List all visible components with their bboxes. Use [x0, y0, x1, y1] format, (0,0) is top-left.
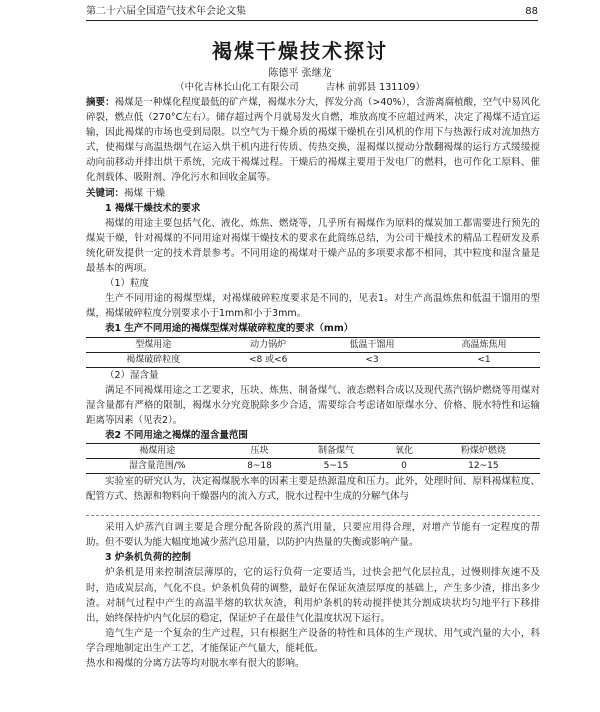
table-2: [86, 443, 540, 474]
particle-size-paragraph: 生产不同用途的褐煤型煤，对褐煤破碎粒度要求是不同的，见表1。对生产高温炼焦和低温干馏用的型煤，褐煤破碎粒度分别要求小于1mm和小于3mm。: [86, 293, 540, 320]
page-number: 88: [525, 6, 538, 17]
affiliation-org: （中化吉林长山化工有限公司: [175, 82, 299, 93]
table-cell: <1: [428, 352, 540, 367]
moisture-paragraph: 满足不同褐煤用途之工艺要求，压块、炼焦、制备煤气、液态燃料合成以及现代蒸汽锅炉燃烧等用煤对湿含量都有严格的限制，褐煤水分究竟脱除多少合适，需要综合考虑诸如原煤水分、价格、脱水特性和运输距离等因素（见表2）。: [86, 384, 540, 426]
table-header-cell: 低温干馏用: [316, 337, 428, 352]
subsection-particle-size: （1）粒度: [105, 278, 150, 290]
table-cell: 湿含量范围/%: [86, 458, 228, 473]
grate-paragraph: 炉条机是用来控制渣层薄厚的，它的运行负荷一定要适当，过快会把气化层拉乱，过慢则排灰速不及时，造成炭层高，气化不良。炉条机负荷的调整，最好在保证灰渣层厚度的基础上，产生多少渣，排出多少渣。对制气过程中产生的高温半熔的软状灰渣，利用炉条机的转动搅拌使其分割成块状均匀地平行下移排出，始终保持炉内气化层的稳定，保证炉子在最佳气化温度状况下运行。: [86, 567, 540, 624]
paper-title: 褐煤干燥技术探讨: [212, 39, 388, 63]
table-header-row: [86, 443, 540, 458]
page-divider: [86, 507, 540, 516]
section-3-heading: 3 炉条机负荷的控制: [105, 552, 191, 564]
table-cell: <3: [316, 352, 428, 367]
affiliation-place: 吉林 前郭县 131109）: [325, 82, 425, 93]
table-1-caption: 表1 生产不同用途的褐煤型煤对煤破碎粒度的要求（mm）: [105, 323, 354, 335]
table-header-row: [86, 337, 540, 352]
authors: 陈德平 张继龙: [268, 68, 332, 79]
table-cell: 0: [381, 458, 426, 473]
table-header-cell: 褐煤用途: [86, 443, 228, 458]
subsection-moisture: （2）湿含量: [105, 369, 159, 381]
table-cell: 5~15: [291, 458, 382, 473]
table-header-cell: 压块: [228, 443, 290, 458]
table-header-cell: 高温炼焦用: [428, 337, 540, 352]
table-cell: 12~15: [427, 458, 540, 473]
keywords: [86, 186, 540, 201]
affiliation: [0, 79, 600, 93]
table-cell: <8 或<6: [220, 352, 316, 367]
table-cell: 褐煤破碎粒度: [86, 352, 220, 367]
table-header-cell: 氧化: [381, 443, 426, 458]
dehydration-paragraph: 实验室的研究认为，决定褐煤脱水率的因素主要是热源温度和压力。此外，处理时间、原料褐煤粒度、配管方式、热源和物料向干燥器内的流入方式，脱水过程中生成的分解气体与: [86, 475, 540, 503]
table-header-cell: 粉煤炉燃烧: [427, 443, 540, 458]
abstract-label: 摘要：: [86, 97, 115, 108]
table-cell: 8~18: [228, 458, 290, 473]
section-1-paragraph: 褐煤的用途主要包括气化、液化、炼焦、燃烧等，几乎所有褐煤作为原料的煤炭加工都需要进行预先的煤炭干燥，针对褐煤的不同用途对褐煤干燥技术的要求在此简练总结，为公司干燥技术的精品工程研发及系统化研发提供一定的技术背景参考。不同用途的褐煤对干燥产品的多项要求都不相同，其中粒度和湿含量是最基本的两项。: [86, 217, 540, 275]
keywords-text: 褐煤 干燥: [124, 187, 166, 199]
table-2-caption: 表2 不同用途之褐煤的湿含量范围: [105, 429, 248, 441]
paper-body: [86, 95, 540, 671]
table-header-cell: 制备煤气: [291, 443, 382, 458]
running-header: [86, 4, 538, 21]
conference-name: 第二十六届全国造气技术年会论文集: [86, 6, 246, 17]
table-row: [86, 458, 540, 473]
abstract-text: 褐煤是一种煤化程度最低的矿产煤，褐煤水分大，挥发分高（>40%），含游离腐植酸，空气中易风化碎裂，燃点低（270°C左右）。储存超过两个月就易发火自燃，堆放高度不应超过两米，决定了褐煤不适宜运输，因此褐煤的市场也受到局限。以空气为干燥介质的褐煤干燥机在引风机的作用下与热源行成对流加热方式，使褐煤与高温热烟气在运入烘干机内进行传质、传热交换，湿褐煤以搅动分散翻褐煤的运行方式缓缓搅动向前移动并排出烘干系统，完成干褐煤过程。干燥后的褐煤主要用于发电厂的燃料，也可作化工原料、催化剂载体、吸附剂、净化污水和回收金属等。: [86, 97, 540, 184]
abstract: [86, 95, 540, 186]
section-1-heading: 1 褐煤干燥技术的要求: [105, 202, 201, 214]
table-row: [86, 352, 540, 367]
table-1: [86, 337, 540, 368]
table-header-cell: 型煤用途: [86, 337, 220, 352]
production-paragraph: 造气生产是一个复杂的生产过程，只有根据生产设备的特性和具体的生产现状、用气或汽量的大小，科学合理地制定出生产工艺，才能保证产气量大，能耗低。: [86, 627, 540, 654]
steam-paragraph: 采用入炉蒸汽自调主要是合理分配各阶段的蒸汽用量，只要应用得合理，对增产节能有一定程度的帮助。但不要认为能大幅度地减少蒸汽总用量，以防护内热量的失衡或影响产量。: [86, 522, 540, 549]
keywords-label: 关键词：: [86, 187, 125, 199]
table-header-cell: 动力锅炉: [220, 337, 316, 352]
separation-paragraph: 热水和褐煤的分离方法等均对脱水率有很大的影响。: [86, 658, 305, 669]
